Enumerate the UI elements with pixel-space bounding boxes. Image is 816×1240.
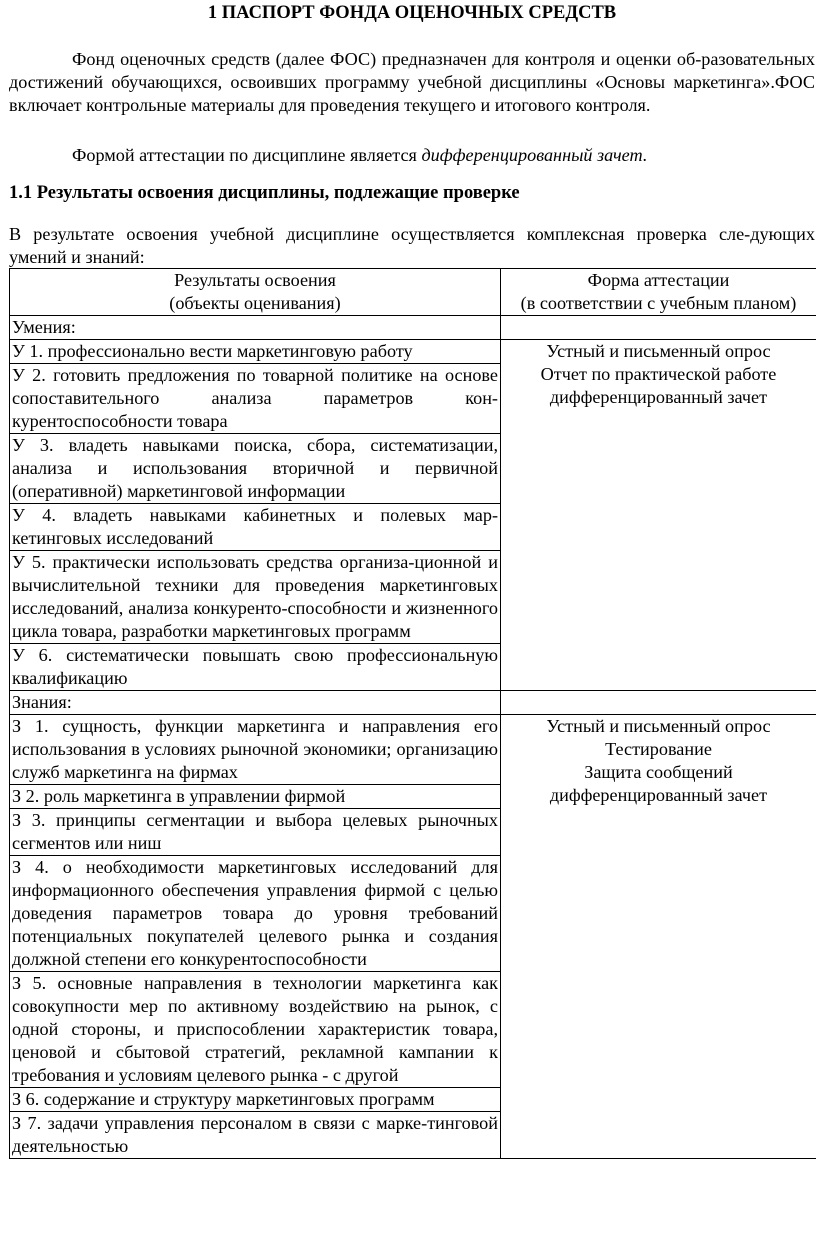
header-form-line2: (в соответствии с учебным планом) [520,293,797,313]
table-row [10,340,816,364]
intro-paragraph: Фонд оценочных средств (далее ФОС) предназначен для контроля и оценки об-разовательных достижений обучающихся, освоивших программу учебной дисциплины «Основы маркетинга».ФОС включает контрольные материалы для проведения текущего и итогового контроля. [9,49,815,115]
header-form-line1: Форма аттестации [587,270,730,290]
section-intro: В результате освоения учебной дисциплине осуществляется комплексная проверка сле-дующих умений и знаний: [9,224,815,267]
knowledge-form-3: Защита сообщений [584,762,733,782]
table-row [10,715,816,785]
page-title: 1 ПАСПОРТ ФОНДА ОЦЕНОЧНЫХ СРЕДСТВ [207,3,617,23]
skills-form-1: Устный и письменный опрос [546,341,771,361]
knowledge-z6: З 6. содержание и структуру маркетинговых программ [10,1088,501,1112]
skills-label-row [10,316,816,340]
skills-form-2: Отчет по практической работе [540,364,777,384]
knowledge-forms-cell [501,715,816,1159]
skills-forms-cell [501,340,816,691]
attestation-form: дифференцированный зачет. [421,145,648,165]
knowledge-z7: З 7. задачи управления персоналом в связи с марке-тинговой деятельностью [10,1112,501,1159]
knowledge-form-2: Тестирование [605,739,712,759]
skills-label: Умения: [10,316,501,340]
skills-label-empty [501,316,816,340]
skill-u1: У 1. профессионально вести маркетинговую работу [10,340,501,364]
knowledge-label-empty [501,691,816,715]
skill-u6: У 6. систематически повышать свою профессиональную квалификацию [10,644,501,691]
knowledge-z4: З 4. о необходимости маркетинговых исследований для информационного обеспечения управления фирмой с целью доведения параметров товара до уровня требований потенциальных покупателей целевого рынка и создания должной степени его конкурентоспособности [10,856,501,972]
header-results-line1: Результаты освоения [174,270,336,290]
table-header-row [10,269,816,316]
knowledge-z2: З 2. роль маркетинга в управлении фирмой [10,785,501,809]
section-heading: 1.1 Результаты освоения дисциплины, подлежащие проверке [9,183,520,203]
attestation-paragraph [9,144,815,167]
knowledge-label: Знания: [10,691,501,715]
skill-u4: У 4. владеть навыками кабинетных и полевых мар-кетинговых исследований [10,504,501,551]
skills-form-3: дифференцированный зачет [549,387,768,407]
skill-u2: У 2. готовить предложения по товарной политике на основе сопоставительного анализа параметров кон-курентоспособности товара [10,364,501,434]
skill-u3: У 3. владеть навыками поиска, сбора, систематизации, анализа и использования вторичной и первичной (оперативной) маркетинговой информации [10,434,501,504]
knowledge-z3: З 3. принципы сегментации и выбора целевых рыночных сегментов или ниш [10,809,501,856]
header-results-line2: (объекты оценивания) [169,293,341,313]
header-results [10,269,501,316]
knowledge-label-row [10,691,816,715]
knowledge-form-1: Устный и письменный опрос [546,716,771,736]
knowledge-z1: З 1. сущность, функции маркетинга и направления его использования в условиях рыночной экономики; организацию служб маркетинга на фирмах [10,715,501,785]
knowledge-form-4: дифференцированный зачет [549,785,768,805]
skill-u5: У 5. практически использовать средства организа-ционной и вычислительной техники для проведения маркетинговых исследований, анализа конкуренто-способности и жизненного цикла товара, разработки маркетинговых программ [10,551,501,644]
assessment-table [9,268,816,1159]
header-form [501,269,816,316]
attestation-prefix: Формой аттестации по дисциплине является [72,145,422,165]
knowledge-z5: З 5. основные направления в технологии маркетинга как совокупности мер по активному воздействию на рынок, с одной стороны, и приспособлении характеристик товара, ценовой и сбытовой стратегий, рекламной кампании к требования и условиям целевого рынка - с другой [10,972,501,1088]
